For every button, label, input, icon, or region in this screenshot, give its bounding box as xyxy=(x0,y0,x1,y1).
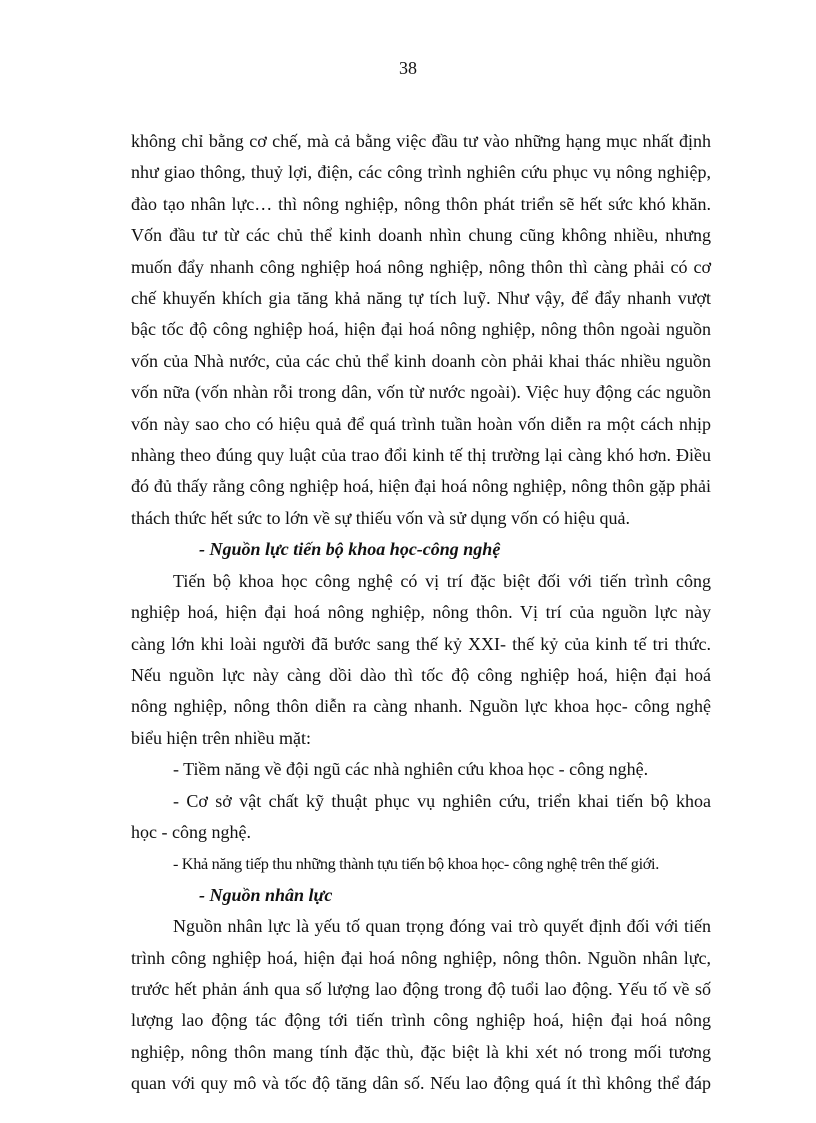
text-line: nhàng theo đúng quy luật của trao đổi kinh tế thị trường lại càng khó hơn. Điều xyxy=(131,445,711,466)
bullet-item: - Cơ sở vật chất kỹ thuật phục vụ nghiên cứu, triển khai tiến bộ khoa xyxy=(173,790,711,811)
body-text xyxy=(131,126,711,1100)
text-line: lượng lao động tác động tới tiến trình công nghiệp hoá, hiện đại hoá nông xyxy=(131,1010,711,1031)
text-line: càng lớn khi loài người đã bước sang thế kỷ XXI- thế kỷ của kinh tế tri thức. xyxy=(131,633,711,654)
section-heading-human-resources: - Nguồn nhân lực xyxy=(199,884,333,905)
text-line: đào tạo nhân lực… thì nông nghiệp, nông thôn phát triển sẽ hết sức khó khăn. xyxy=(131,193,711,214)
text-line: muốn đẩy nhanh công nghiệp hoá nông nghiệp, nông thôn thì càng phải có cơ xyxy=(131,256,711,277)
text-line: biểu hiện trên nhiều mặt: xyxy=(131,727,311,748)
text-line: Tiến bộ khoa học công nghệ có vị trí đặc biệt đối với tiến trình công xyxy=(173,570,711,591)
text-line: Vốn đầu tư từ các chủ thể kinh doanh nhìn chung cũng không nhiều, nhưng xyxy=(131,225,711,246)
text-line: trước hết phản ánh qua số lượng lao động trong độ tuổi lao động. Yếu tố về số xyxy=(131,978,711,999)
text-line: không chỉ bằng cơ chế, mà cả bằng việc đầu tư vào những hạng mục nhất định xyxy=(131,131,711,151)
text-line: vốn này sao cho có hiệu quả để quá trình tuần hoàn vốn diễn ra một cách nhịp xyxy=(131,413,711,434)
page-number: 38 xyxy=(399,58,417,78)
text-line: bậc tốc độ công nghiệp hoá, hiện đại hoá nông nghiệp, nông thôn ngoài nguồn xyxy=(131,319,711,340)
text-line: trình công nghiệp hoá, hiện đại hoá nông nghiệp, nông thôn. Nguồn nhân lực, xyxy=(131,947,711,968)
text-line: nông nghiệp, nông thôn diễn ra càng nhanh. Nguồn lực khoa học- công nghệ xyxy=(131,696,711,717)
text-line: thách thức hết sức to lớn về sự thiếu vốn và sử dụng vốn có hiệu quả. xyxy=(131,507,630,528)
text-line: chế khuyến khích gia tăng khả năng tự tích luỹ. Như vậy, để đẩy nhanh vượt xyxy=(131,288,711,309)
text-line: như giao thông, thuỷ lợi, điện, các công trình nghiên cứu phục vụ nông nghiệp, xyxy=(131,162,711,183)
text-line: Nếu nguồn lực này càng dồi dào thì tốc độ công nghiệp hoá, hiện đại hoá xyxy=(131,664,711,685)
bullet-item: - Tiềm năng về đội ngũ các nhà nghiên cứu khoa học - công nghệ. xyxy=(173,759,649,780)
text-line: nghiệp, nông thôn mang tính đặc thù, đặc biệt là khi xét nó trong mối tương xyxy=(131,1041,711,1062)
text-line: Nguồn nhân lực là yếu tố quan trọng đóng vai trò quyết định đối với tiến xyxy=(173,916,711,937)
text-line: vốn nữa (vốn nhàn rỗi trong dân, vốn từ nước ngoài). Việc huy động các nguồn xyxy=(131,382,711,403)
text-line: nghiệp hoá, hiện đại hoá nông nghiệp, nông thôn. Vị trí của nguồn lực này xyxy=(131,602,711,623)
bullet-item-continuation: học - công nghệ. xyxy=(131,821,251,842)
text-line: đó đủ thấy rằng công nghiệp hoá, hiện đại hoá nông nghiệp, nông thôn gặp phải xyxy=(131,476,711,497)
text-line: quan với quy mô và tốc độ tăng dân số. Nếu lao động quá ít thì không thể đáp xyxy=(131,1073,711,1094)
text-line: vốn của Nhà nước, của các chủ thể kinh doanh còn phải khai thác nhiều nguồn xyxy=(131,350,711,371)
section-heading-science-technology: - Nguồn lực tiến bộ khoa học-công nghệ xyxy=(199,539,501,560)
bullet-item: - Khả năng tiếp thu những thành tựu tiến bộ khoa học- công nghệ trên thế giới. xyxy=(173,854,659,874)
